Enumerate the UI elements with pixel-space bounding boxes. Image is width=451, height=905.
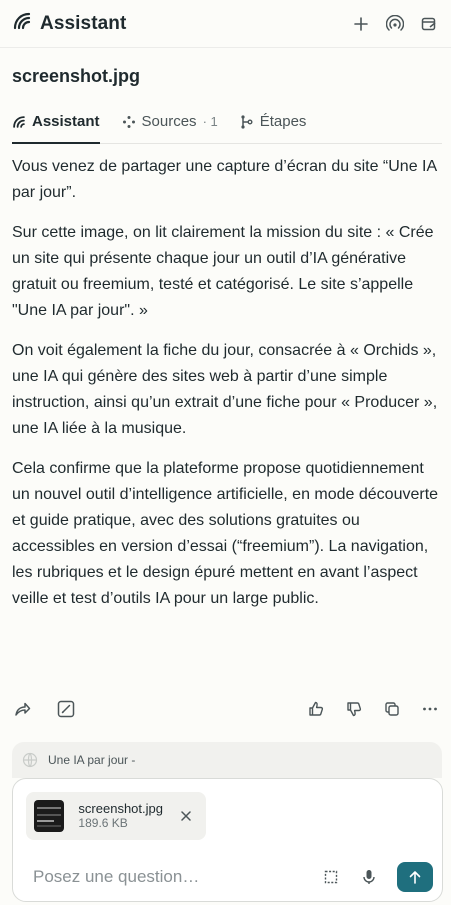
arrow-up-icon — [409, 870, 421, 884]
edit-button[interactable] — [56, 699, 76, 719]
open-window-button[interactable] — [419, 14, 439, 34]
share-button[interactable] — [12, 699, 32, 719]
tab-assistant[interactable] — [12, 100, 100, 143]
attachment-thumbnail — [34, 800, 64, 832]
page-title: screenshot.jpg — [12, 66, 141, 86]
context-page-title: Une IA par jour - — [48, 753, 136, 767]
tab-label: Sources — [141, 113, 197, 130]
remove-attachment-button[interactable] — [177, 806, 196, 826]
tab-etapes[interactable] — [240, 100, 307, 143]
voice-input-button[interactable] — [359, 867, 379, 887]
new-thread-button[interactable] — [351, 14, 371, 34]
more-options-button[interactable] — [420, 699, 440, 719]
attachment-name: screenshot.jpg — [78, 801, 163, 816]
answer-paragraph: Cela confirme que la plateforme propose quotidiennement un nouvel outil d’intelligence artificielle, en mode découverte et guide pratique, avec des solutions gratuites ou accessibles en version d’essai (“freemium”). La navigation, les rubriques et le design épuré mettent en avant l’aspect veille et test d’outils IA pour un large public. — [12, 460, 439, 607]
answer-content — [12, 154, 444, 626]
close-icon — [181, 811, 191, 821]
perplexity-logo-icon — [12, 11, 32, 36]
screenshot-select-button[interactable] — [321, 867, 341, 887]
copy-button[interactable] — [382, 699, 402, 719]
page-context-strip[interactable] — [12, 742, 442, 778]
tab-label: Étapes — [259, 113, 307, 130]
steps-icon — [240, 115, 254, 129]
globe-icon — [22, 752, 38, 768]
sources-icon — [122, 115, 136, 129]
external-window-icon — [421, 16, 437, 32]
tab-bar — [12, 100, 442, 144]
share-icon — [13, 700, 31, 718]
broadcast-icon — [386, 15, 404, 33]
copy-icon — [384, 701, 400, 717]
edit-icon — [57, 700, 75, 718]
attachment-size: 189.6 KB — [78, 816, 128, 830]
answer-paragraph: Vous venez de partager une capture d’écran du site “Une IA par jour”. — [12, 158, 437, 201]
answer-paragraph: On voit également la fiche du jour, consacrée à « Orchids », une IA qui génère des sites web à partir d’une simple instruction, ainsi qu’un extrait d’une fiche pour « Producer », une IA liée à la musique. — [12, 342, 438, 437]
tab-sources[interactable] — [122, 100, 218, 143]
sources-count: · 1 — [202, 114, 218, 129]
brand — [12, 11, 126, 36]
answer-actions — [12, 697, 440, 721]
plus-icon — [354, 17, 368, 31]
thumbs-up-button[interactable] — [306, 699, 326, 719]
perplexity-logo-icon — [12, 115, 26, 129]
app-title: Assistant — [40, 12, 127, 34]
region-select-icon — [324, 870, 338, 884]
broadcast-button[interactable] — [385, 14, 405, 34]
composer — [12, 778, 443, 902]
top-bar — [0, 0, 451, 48]
tab-label: Assistant — [32, 113, 100, 130]
more-horizontal-icon — [422, 701, 438, 717]
question-input[interactable] — [33, 867, 313, 887]
attachment-chip[interactable] — [26, 792, 206, 840]
microphone-icon — [362, 869, 376, 885]
thumbs-down-icon — [346, 701, 362, 717]
thumbs-up-icon — [308, 701, 324, 717]
answer-paragraph: Sur cette image, on lit clairement la mission du site : « Crée un site qui présente chaque jour un outil d’IA générative gratuit ou freemium, testé et catégorisé. Le site s’appelle "Une IA par jour". » — [12, 224, 434, 319]
submit-button[interactable] — [397, 862, 433, 892]
thumbs-down-button[interactable] — [344, 699, 364, 719]
